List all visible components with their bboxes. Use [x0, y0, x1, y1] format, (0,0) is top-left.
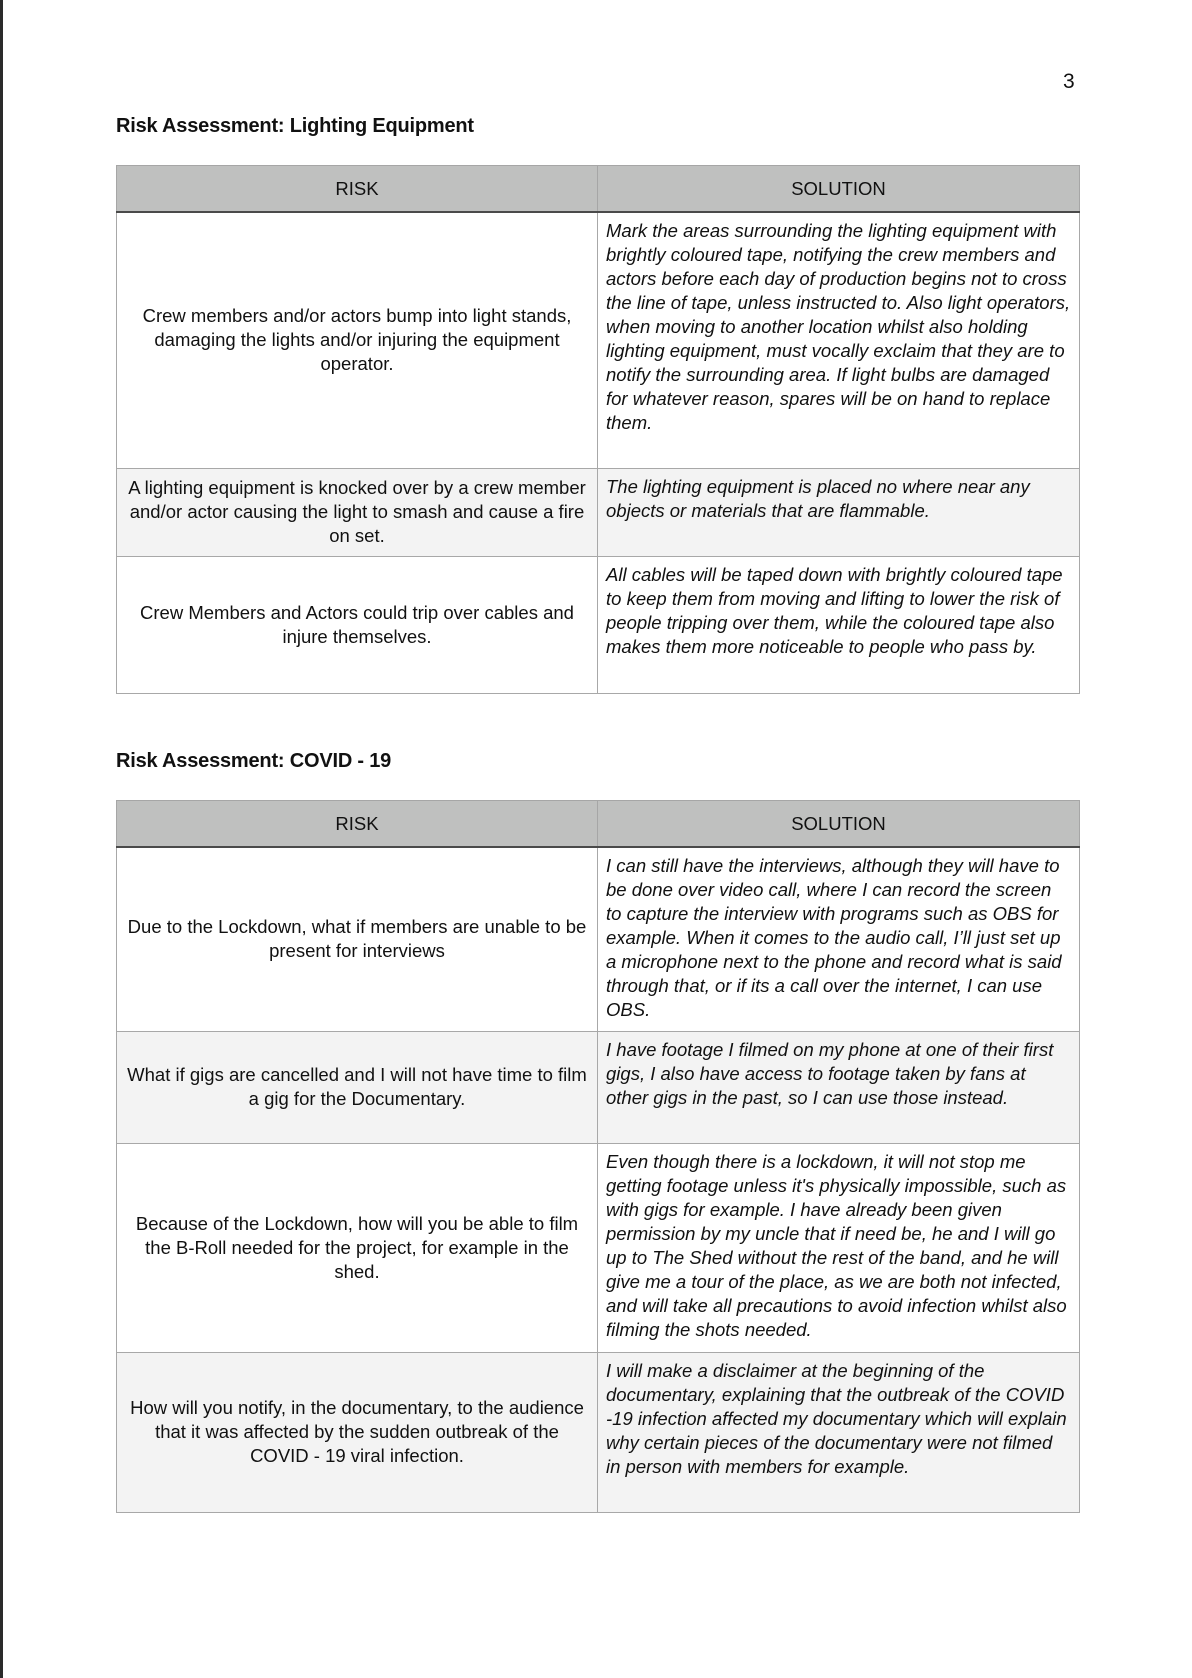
- page-number: 3: [1063, 70, 1075, 93]
- table-row: [117, 847, 1080, 1031]
- risk-cell: A lighting equipment is knocked over by a crew member and/or actor causing the light to smash and cause a fire on set.: [117, 468, 598, 556]
- column-header-risk: RISK: [117, 801, 598, 848]
- solution-cell: I have footage I filmed on my phone at one of their first gigs, I also have access to footage taken by fans at other gigs in the past, so I can use those instead.: [598, 1031, 1080, 1143]
- risk-cell: How will you notify, in the documentary, to the audience that it was affected by the sudden outbreak of the COVID - 19 viral infection.: [117, 1352, 598, 1512]
- column-header-solution: SOLUTION: [598, 166, 1080, 213]
- solution-cell: I will make a disclaimer at the beginning of the documentary, explaining that the outbreak of the COVID -19 infection affected my documentary which will explain why certain pieces of the documentary were not filmed in person with members for example.: [598, 1352, 1080, 1512]
- solution-cell: I can still have the interviews, although they will have to be done over video call, where I can record the screen to capture the interview with programs such as OBS for example. When it comes to the audio call, I’ll just set up a microphone next to the phone and record what is said through that, or if its a call over the internet, I can use OBS.: [598, 847, 1080, 1031]
- risk-table-lighting: [116, 165, 1080, 694]
- table-row: [117, 468, 1080, 556]
- risk-cell: Crew Members and Actors could trip over cables and injure themselves.: [117, 556, 598, 693]
- section-title-covid: Risk Assessment: COVID - 19: [116, 750, 392, 772]
- risk-cell: Crew members and/or actors bump into light stands, damaging the lights and/or injuring the equipment operator.: [117, 212, 598, 468]
- solution-cell: All cables will be taped down with brightly coloured tape to keep them from moving and lifting to lower the risk of people tripping over them, while the coloured tape also makes them more noticeable to people who pass by.: [598, 556, 1080, 693]
- table-row: [117, 1352, 1080, 1512]
- column-header-risk: RISK: [117, 166, 598, 213]
- solution-cell: Even though there is a lockdown, it will not stop me getting footage unless it's physically impossible, such as with gigs for example. I have already been given permission by my uncle that if need be, he and I will go up to The Shed without the rest of the band, and he will give me a tour of the place, as we are both not infected, and will take all precautions to avoid infection whilst also filming the shots needed.: [598, 1143, 1080, 1352]
- risk-cell: What if gigs are cancelled and I will not have time to film a gig for the Documentary.: [117, 1031, 598, 1143]
- table-row: [117, 1143, 1080, 1352]
- risk-cell: Due to the Lockdown, what if members are unable to be present for interviews: [117, 847, 598, 1031]
- table-header-row: [117, 801, 1080, 848]
- section-title-lighting: Risk Assessment: Lighting Equipment: [116, 115, 474, 137]
- column-header-solution: SOLUTION: [598, 801, 1080, 848]
- table-row: [117, 556, 1080, 693]
- table-row: [117, 212, 1080, 468]
- risk-table-covid: [116, 800, 1080, 1513]
- table-header-row: [117, 166, 1080, 213]
- solution-cell: Mark the areas surrounding the lighting equipment with brightly coloured tape, notifying the crew members and actors before each day of production begins not to cross the line of tape, unless instructed to. Also light operators, when moving to another location whilst also holding lighting equipment, must vocally exclaim that they are to notify the surrounding area. If light bulbs are damaged for whatever reason, spares will be on hand to replace them.: [598, 212, 1080, 468]
- risk-cell: Because of the Lockdown, how will you be able to film the B-Roll needed for the project, for example in the shed.: [117, 1143, 598, 1352]
- solution-cell: The lighting equipment is placed no where near any objects or materials that are flammable.: [598, 468, 1080, 556]
- viewer-left-edge: [0, 0, 3, 1678]
- table-row: [117, 1031, 1080, 1143]
